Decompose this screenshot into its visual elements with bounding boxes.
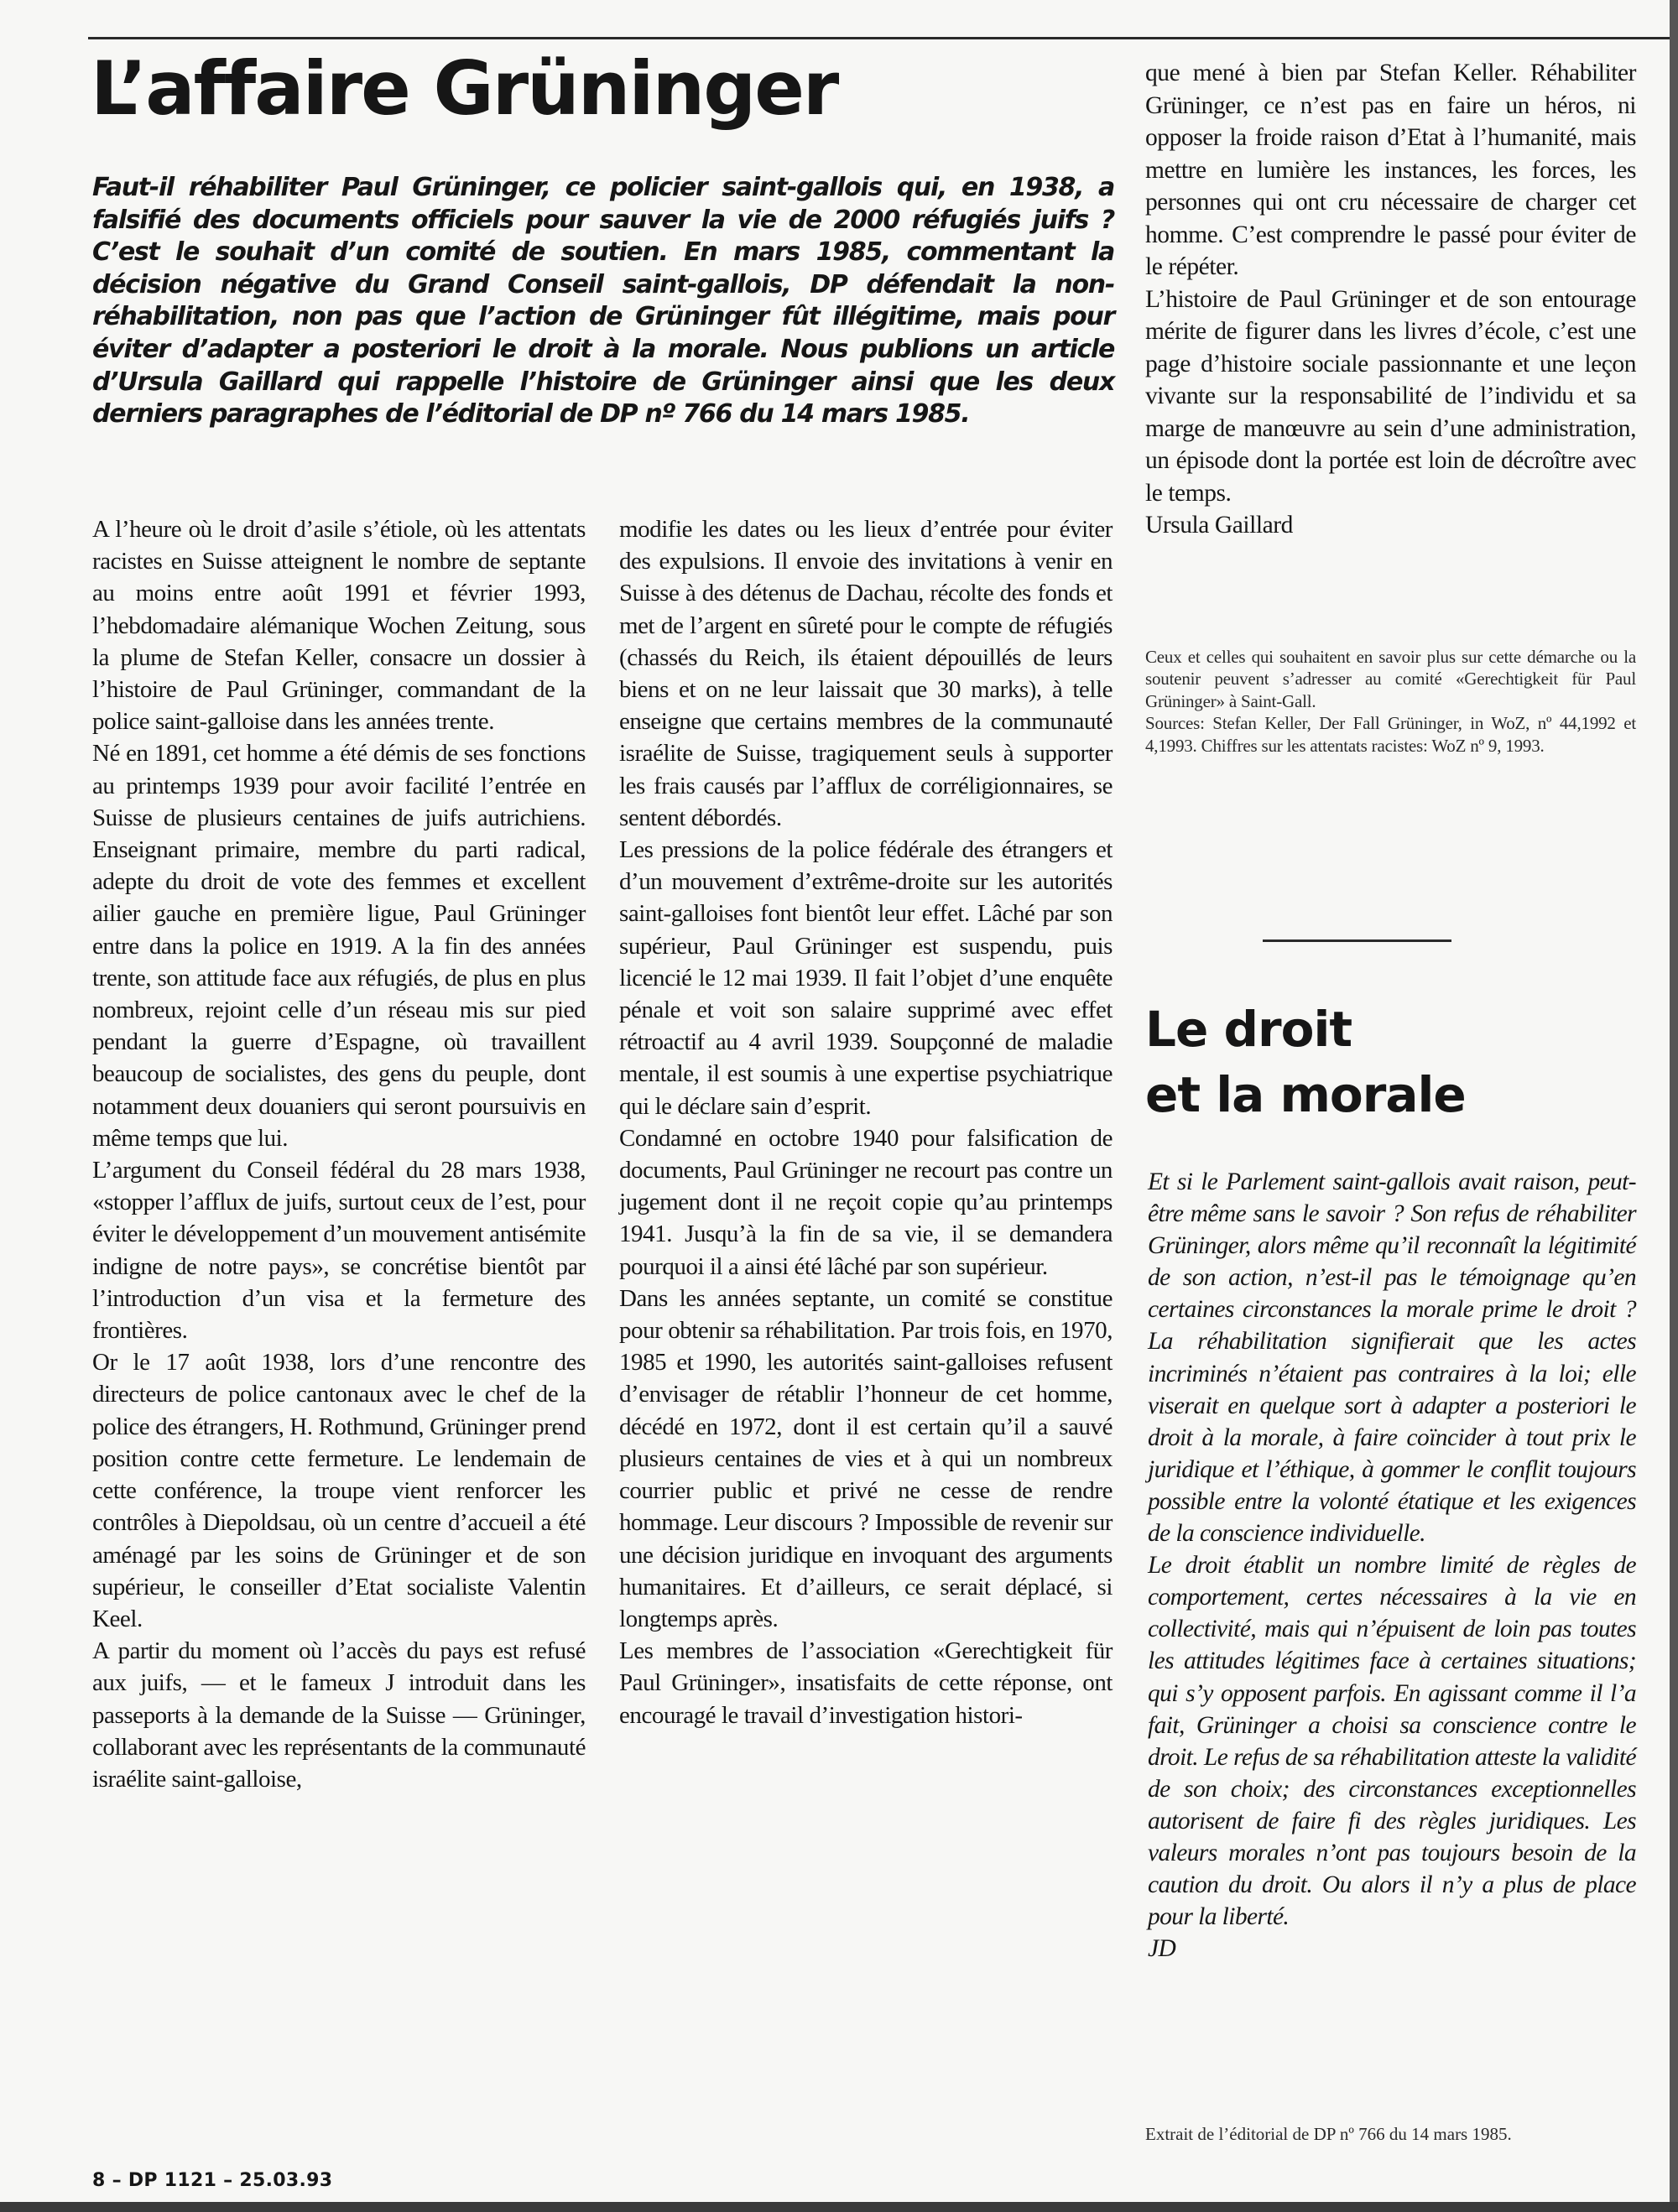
article-title: L’affaire Grüninger bbox=[91, 45, 838, 132]
paragraph: L’argument du Conseil fédéral du 28 mars 1938, «stopper l’afflux de juifs, surtout ceux de l’est, pour éviter le développement d’un mouvement antisémite indigne de notre pays», se concrétise bientôt par l’introduction d’un visa et la fermeture des frontières. bbox=[92, 1157, 586, 1345]
top-rule bbox=[88, 37, 1670, 39]
scan-edge-bottom bbox=[0, 2202, 1678, 2212]
article-lead: Faut-il réhabiliter Paul Grüninger, ce policier saint-gallois qui, en 1938, a falsifié des documents officiels pour sauver la vie de 2000 réfugiés juifs ? C’est le souhait d’un comité de soutien. En mars 1985, commentant la décision négative du Grand Conseil saint-gallois, DP défendait la non-réhabilitation, non pas que l’action de Grüninger fût illégitime, mais pour éviter d’adapter a posteriori le droit à la morale. Nous publions un article d’Ursula Gaillard qui rappelle l’histoire de Grüninger ainsi que les deux derniers paragraphes de l’éditorial de DP nº 766 du 14 mars 1985. bbox=[92, 173, 1114, 429]
paragraph: Condamné en octobre 1940 pour falsification de documents, Paul Grüninger ne recourt pas contre un jugement dont il ne reçoit copie qu’au printemps 1941. Jusqu’à la fin de sa vie, il se demandera pourquoi il a ainsi été lâché par son supérieur. bbox=[619, 1124, 1113, 1280]
editorial-paragraph: Le droit établit un nombre limité de règles de comportement, certes nécessaires à la vie en collectivité, mais qui n’épuisent de loin pas toutes les attitudes légitimes face à certaines situations; qui s’y opposent parfois. En agissant comme il l’a fait, Grüninger a choisi sa conscience contre le droit. Le refus de sa réhabilitation atteste la validité de son choix; des circonstances exceptionnelles autorisent de faire fi des règles juridiques. Les valeurs morales n’ont pas toujours besoin de la caution du droit. Ou alors il n’y a plus de place pour la liberté. bbox=[1148, 1552, 1636, 1931]
paragraph: Les pressions de la police fédérale des étrangers et d’un mouvement d’extrême-droite sur les autorités saint-galloises font bientôt leur effet. Lâché par son supérieur, Paul Grüninger est suspendu, puis licencié le 12 mai 1939. Il fait l’objet d’une enquête pénale et voit son salaire supprimé avec effet rétroactif au 4 avril 1939. Soupçonné de maladie mentale, il est soumis à une expertise psychiatrique qui le déclare sain d’esprit. bbox=[619, 836, 1113, 1120]
page-footer: 8 – DP 1121 – 25.03.93 bbox=[92, 2170, 333, 2191]
article-column-1 bbox=[92, 513, 586, 1795]
scan-edge-right bbox=[1670, 0, 1678, 2212]
editorial-signature: JD bbox=[1148, 1935, 1176, 1963]
editorial-title-line-2: et la morale bbox=[1145, 1066, 1466, 1123]
paragraph: Or le 17 août 1938, lors d’une rencontre des directeurs de police cantonaux avec le chef de la police des étrangers, H. Rothmund, Grüninger prend position contre cette fermeture. Le lendemain de cette conférence, la troupe vient renforcer les contrôles à Diepoldsau, où un centre d’accueil a été aménagé par les soins de Grüninger et de son supérieur, le conseiller d’Etat socialiste Valentin Keel. bbox=[92, 1349, 586, 1632]
paragraph: Dans les années septante, un comité se constitue pour obtenir sa réhabilitation. Par trois fois, en 1970, 1985 et 1990, les autorités saint-galloises refusent d’envisager de rétablir l’honneur de cet homme, décédé en 1972, dont il est certain qu’il a sauvé plusieurs centaines de vies et à qui un nombreux courrier public et privé ne cesse de rendre hommage. Leur discours ? Impossible de revenir sur une décision juridique en invoquant des arguments humanitaires. Et d’ailleurs, ce serait déplacé, si longtemps après. bbox=[619, 1284, 1113, 1632]
note-text: Ceux et celles qui souhaitent en savoir plus sur cette démarche ou la soutenir peuvent s’adresser au comité «Gerechtigkeit für Paul Grüninger» à Saint-Gall. bbox=[1145, 647, 1636, 711]
section-divider bbox=[1263, 939, 1451, 942]
sources-note bbox=[1145, 646, 1636, 757]
editorial-column bbox=[1148, 1166, 1636, 1965]
paragraph: que mené à bien par Stefan Keller. Réhabiliter Grüninger, ce n’est pas en faire un héros, ni opposer la froide raison d’Etat à l’humanité, mais mettre en lumière les instances, les forces, les personnes qui ont cru nécessaire de charger cet homme. C’est comprendre le passé pour éviter de le répéter. bbox=[1145, 60, 1636, 280]
paragraph: A l’heure où le droit d’asile s’étiole, où les attentats racistes en Suisse atteignent le nombre de septante au moins entre août 1991 et février 1993, l’hebdomadaire alémanique Wochen Zeitung, sous la plume de Stefan Keller, consacre un dossier à l’histoire de Paul Grüninger, commandant de la police saint-galloise dans les années trente. bbox=[92, 516, 586, 736]
editorial-source: Extrait de l’éditorial de DP nº 766 du 14 mars 1985. bbox=[1145, 2124, 1512, 2144]
editorial-paragraph: Et si le Parlement saint-gallois avait raison, peut-être même sans le savoir ? Son refus de réhabiliter Grüninger, alors même qu’il reconnaît la légitimité de son action, n’est-il pas le témoignage qu’en certaines circonstances la morale prime le droit ? La réhabilitation signifierait que les actes incriminés n’étaient pas contraires à la loi; elle viserait en quelque sort à adapter a posteriori le droit à la morale, à faire coïncider à tout prix le juridique et l’éthique, à gommer le conflit toujours possible entre la volonté étatique et les exigences de la conscience individuelle. bbox=[1148, 1168, 1636, 1548]
editorial-title bbox=[1145, 997, 1466, 1127]
article-column-3 bbox=[1145, 57, 1636, 542]
article-column-2 bbox=[619, 513, 1113, 1731]
sources-text: Sources: Stefan Keller, Der Fall Grüninger, in WoZ, nº 44,1992 et 4,1993. Chiffres sur les attentats racistes: WoZ nº 9, 1993. bbox=[1145, 713, 1636, 756]
paragraph: A partir du moment où l’accès du pays est refusé aux juifs, — et le fameux J introduit dans les passeports à la demande de la Suisse — Grüninger, collaborant avec les représentants de la communauté israélite saint-galloise, bbox=[92, 1637, 586, 1793]
editorial-title-line-1: Le droit bbox=[1145, 1001, 1352, 1058]
author-signature: Ursula Gaillard bbox=[1145, 512, 1293, 539]
paragraph: modifie les dates ou les lieux d’entrée pour éviter des expulsions. Il envoie des invitations à venir en Suisse à des détenus de Dachau, récolte des fonds et met de l’argent en sûreté pour le compte de réfugiés (chassés du Reich, ils étaient dépouillés de leurs biens et on ne leur laissait que 30 marks), à telle enseigne que certains membres de la communauté israélite de Suisse, tragiquement seuls à supporter les frais causés par l’afflux de corréligionnaires, se sentent débordés. bbox=[619, 516, 1113, 831]
paragraph: L’histoire de Paul Grüninger et de son entourage mérite de figurer dans les livres d’école, c’est une page d’histoire sociale passionnante et une leçon vivante sur la responsabilité de l’individu et sa marge de manœuvre au sein d’une administration, un épisode dont la portée est loin de décroître avec le temps. bbox=[1145, 285, 1636, 507]
paragraph: Les membres de l’association «Gerechtigkeit für Paul Grüninger», insatisfaits de cette réponse, ont encouragé le travail d’investigation histori- bbox=[619, 1637, 1113, 1729]
paragraph: Né en 1891, cet homme a été démis de ses fonctions au printemps 1939 pour avoir facilité l’entrée en Suisse de plusieurs centaines de juifs autrichiens. Enseignant primaire, membre du parti radical, adepte du droit de vote des femmes et excellent ailier gauche en première ligue, Paul Grüninger entre dans la police en 1919. A la fin des années trente, son attitude face aux réfugiés, de plus en plus nombreux, rejoint celle d’un réseau mis sur pied pendant la guerre d’Espagne, où travaillent beaucoup de socialistes, des gens du peuple, dont notamment deux douaniers qui seront poursuivis en même temps que lui. bbox=[92, 740, 586, 1152]
